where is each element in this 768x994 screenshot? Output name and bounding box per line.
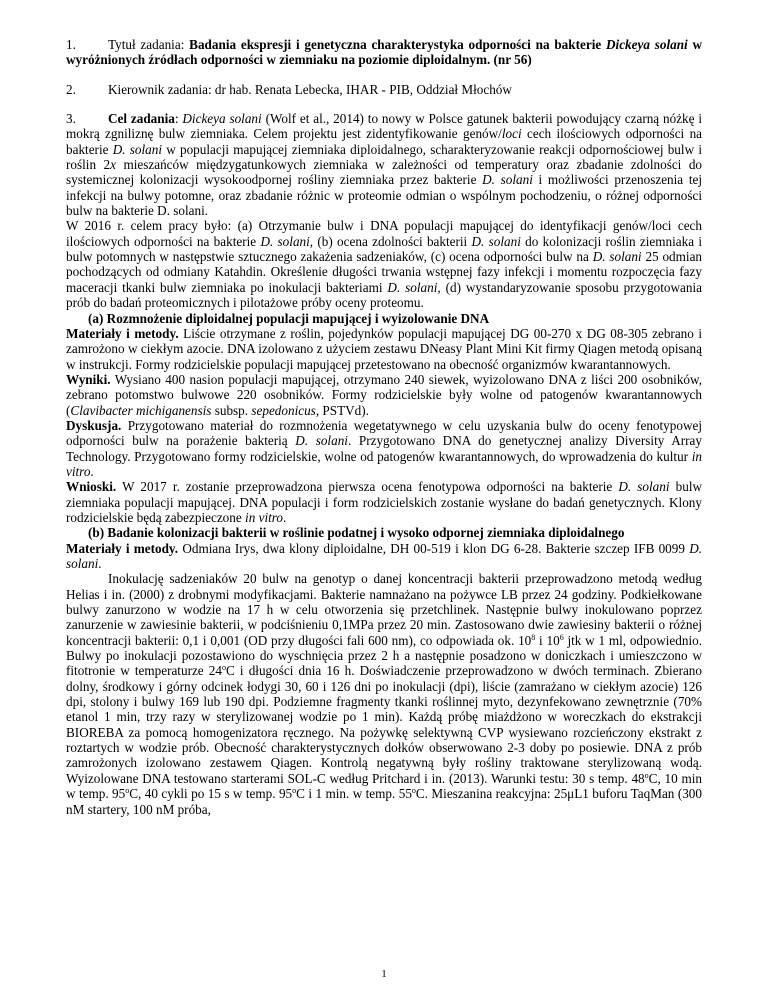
section-number: 3. bbox=[66, 111, 76, 127]
task-title-label: Tytuł zadania: bbox=[108, 37, 185, 52]
part-a-heading: (a) Rozmnożenie diploidalnej populacji mapującej i wyizolowanie DNA bbox=[88, 310, 490, 326]
section-task-leader bbox=[66, 82, 702, 97]
part-a-conclusions: Wnioski. W 2017 r. zostanie przeprowadzona pierwsza ocena fenotypowa odporności na bakterie D. solani bulw ziemniaka populacji mapującej. DNA populacji i form rodzicielskich zostanie wysłane do badań genetycznych. Klony rodzicielskie będą zabezpieczone in vitro. bbox=[66, 479, 702, 525]
part-b-heading: (b) Badanie kolonizacji bakterii w roślinie podatnej i wysoko odpornej ziemniaka diploidalnego bbox=[88, 525, 625, 541]
task-title-text-end: w wyróżnionych źródłach odporności w ziemniaku na poziomie diploidalnym. (nr 56) bbox=[66, 37, 703, 68]
part-b-methods: Materiały i metody. Odmiana Irys, dwa klony diploidalne, DH 00-519 i klon DG 6-28. Bakterie szczep IFB 0099 D. solani. bbox=[66, 540, 703, 571]
task-title-text: Badania ekspresji i genetyczna charakterystyka odporności na bakterie bbox=[189, 37, 602, 52]
part-a-results: Wyniki. Wysiano 400 nasion populacji mapującej, otrzymano 240 siewek, wyizolowano DNA z liści 200 osobników, zebrano potomstwo bulwowe 220 osobników. Formy rodzicielskie były wolne od patogenów kwarantannowych (Clavibacter michiganensis subsp. sepedonicus, PSTVd). bbox=[66, 371, 702, 418]
document-body bbox=[66, 37, 702, 817]
section-number: 2. bbox=[66, 81, 76, 97]
task-leader-text: Kierownik zadania: dr hab. Renata Lebecka, IHAR - PIB, Oddział Młochów bbox=[108, 81, 512, 97]
goal-2016-paragraph: W 2016 r. celem pracy było: (a) Otrzymanie bulw i DNA populacji mapującej do identyfikacji genów/loci cech ilościowych odporności na bakterie D. solani, (b) ocena zdolności bakterii D. solani do kolonizacji roślin ziemniaka i bulw potomnych w następstwie sztucznego zakażenia sadzeniaków, (c) ocena odporności bulw na D. solani 25 odmian pochodzących od odmiany Katahdin. Określenie długości trwania wstępnej fazy infekcji i momentu rozpoczęcia fazy maceracji tkanki bulw ziemniaka po inokulacji bakteriami D. solani, (d) wystandaryzowanie sposobu przygotowania prób do badań proteomicznych i pilotażowe próby oceny proteomu. bbox=[66, 218, 703, 311]
part-b-procedure: Inokulację sadzeniaków 20 bulw na genotyp o danej koncentracji bakterii przeprowadzono metodą według Helias i in. (2000) z drobnymi modyfikacjami. Bakterie namnażano na pożywce LB przez 24 godziny. Podkiełkowane bulwy zanurzono w wodzie na 17 h w celu otworzenia się przetchlinek. Następnie bulwy inokulowano poprzez zanurzenie w zawiesinie bakterii, w podciśnieniu 0,1MPa przez 20 min. Zastosowano dwie zawiesiny bakterii o różnej koncentracji bakterii: 0,1 i 0,001 (OD przy długości fali 600 nm), co odpowiada ok. $10^8$ i $10^6$ jtk w 1 ml, odpowiednio. Bulwy po inokulacji pozostawiono do wyschnięcia przez 2 h a następnie posadzono w doniczkach i umieszczono w fitotronie w temperaturze 24$^o$C i długości dnia 16 h. Doświadczenie przeprowadzono w dwóch terminach. Zbierano dolny, środkowy i górny odcinek łodygi 30, 60 i 126 dni po inokulacji (dpi), liście (zamrażano w ciekłym azocie) 126 dpi, stolony i bulwy 169 lub 190 dpi. Podziemne fragmenty tkanki roślinnej myto, dezynfekowano zewnętrznie (70% etanol 1 min, trzy razy w sterylizowanej wodzie po 1 min). Każdą próbę miażdżono w woreczkach do ekstrakcji BIOREBA za pomocą homogenizatora ręcznego. Na pożywkę selektywną CVP wysiewano rozcieńczony ekstrakt z roztartych w wodzie prób. Obecność charakterystycznych dołków obserwowano 2-3 doby po posiewie. DNA z prób zamrożonych izolowano zestawem Qiagen. Kontrolą negatywną były rośliny traktowane sterylizowaną wodą. Wyizolowane DNA testowano starterami SOL-C według Pritchard i in. (2013). Warunki testu: 30 s temp. 48$^o$C, 10 min w temp. 95$^o$C, 40 cykli po 15 s w temp. 95$^o$C i 1 min. w temp. 55$^o$C. Mieszanina reakcyjna: 25μL1 buforu TaqMan (300 nM startery, 100 nM próba, bbox=[66, 571, 703, 817]
section-goal-intro: 3. Cel zadania: Dickeya solani (Wolf et al., 2014) to nowy w Polsce gatunek bakterii powodujący czarną nóżkę i mokrą zgniliznę bulw ziemniaka. Celem projektu jest zidentyfikowanie genów/loci cech ilościowych odporności na bakterie D. solani w populacji mapującej ziemniaka diploidalnego, scharakteryzowanie reakcji odpornościowej bulw i roślin 2x mieszańców międzygatunkowych ziemniaka w zależności od temperatury oraz zbadanie zdolności do systemicznej kolonizacji wysokoodpornej rośliny ziemniaka przez bakterie D. solani i możliwości przenoszenia tej infekcji na bulwy potomne, oraz zbadanie różnic w proteomie odmian o wspólnym pochodzeniu, o różnej odporności bulw na bakterie D. solani. bbox=[66, 111, 703, 219]
goal-label: Cel zadania bbox=[108, 111, 175, 127]
task-title-species: Dickeya solani bbox=[606, 37, 688, 52]
section-number: 1. bbox=[66, 37, 76, 52]
part-a-methods: Materiały i metody. Liście otrzymane z roślin, pojedynków populacji mapującej DG 00-270 x DG 08-305 zebrano i zamrożono w ciekłym azocie. DNA izolowano z użyciem zestawu DNeasy Plant Mini Kit firmy Qiagen metodą opisaną w instrukcji. Formy rodzicielskie populacji mapującej przetestowano na obecność organizmów kwarantannowych. bbox=[66, 325, 703, 372]
page-number: 1 bbox=[381, 968, 387, 980]
part-a-discussion: Dyskusja. Przygotowano materiał do rozmnożenia wegetatywnego w celu uzyskania bulw do oceny fenotypowej odporności bulw na porażenie bakterią D. solani. Przygotowano DNA do genetycznej analizy Diversity Array Technology. Przygotowano formy rodzicielskie, wolne od patogenów kwarantannowych, do wprowadzenia do kultur in vitro. bbox=[66, 417, 703, 479]
section-task-title bbox=[66, 37, 702, 68]
